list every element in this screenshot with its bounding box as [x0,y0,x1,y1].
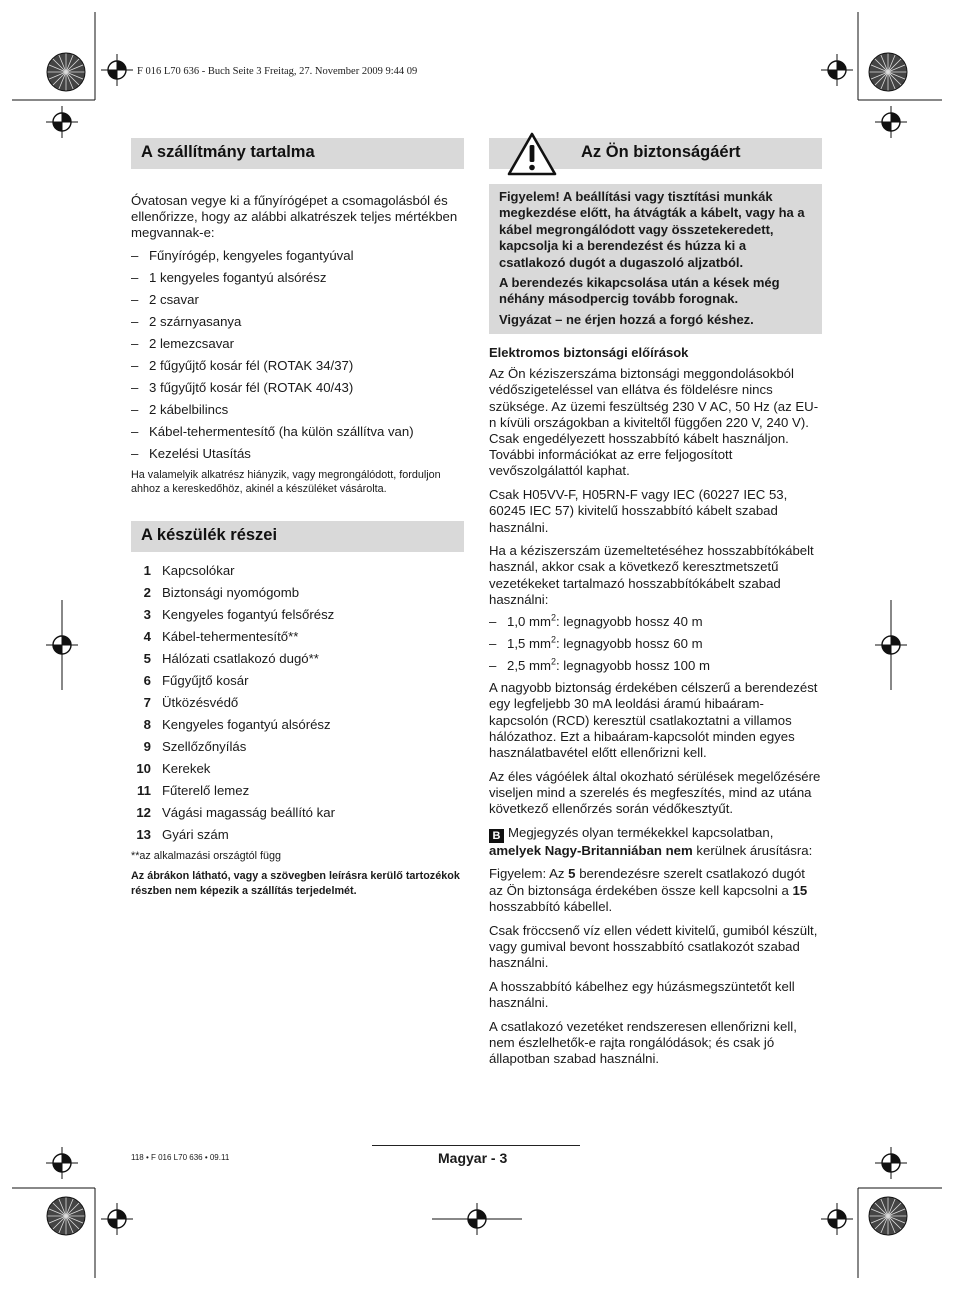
warning-triangle-icon [507,132,557,176]
registration-mark-icon [46,106,78,138]
gb-country-badge: B [489,829,504,843]
paragraph: A hosszabbító kábelhez egy húzásmegszüntetőt kell használni. [489,978,795,1010]
list-item: – 1,0 $mm^2$: legnagyobb hossz 40 m [489,614,822,630]
list-item: – 1,5 $mm^2$: legnagyobb hossz 60 m [489,636,822,652]
cable-list [489,614,822,674]
list-item: – 2,5 $mm^2$: legnagyobb hossz 100 m [489,658,822,674]
color-bar-icon [869,1197,907,1235]
warning-text: A berendezés kikapcsolása után a kések még néhány másodpercig tovább forognak. [499,275,780,307]
registration-mark-icon [875,1147,907,1179]
paragraph: Az éles vágóélek által okozható sérülések megelőzésére viseljen mind a szerelés és megfeszítés, mind az utána következő ellenőrzés során védőkesztyűt. [489,768,821,817]
right-column [489,138,822,1067]
footer-code: 118 • F 016 L70 636 • 09.11 [131,1153,230,1162]
warning-box [489,184,822,334]
list-item: 4 Kábel-tehermentesítő** [143,628,299,644]
list-item: – Kezelési Utasítás [131,446,464,462]
paragraph: Az Ön kéziszerszáma biztonsági meggondolásokból védőszigeteléssel van ellátva és földelésre nincs szüksége. Az üzemi feszültség 230 V AC, 50 Hz (az EU-n kívüli országokban a kiviteltől függően 220 V, 240 V). Csak engedélyezett hosszabbító kábelt használjon. További információkat az erre feljogosított vevőszolgálattól kaphat. [489,366,819,479]
section-title-safety: Az Ön biztonságáért [489,138,822,169]
gb-note: B Megjegyzés olyan termékekkel kapcsolatban, amelyek Nagy-Britanniában nem kerülnek árusításra: [489,824,813,858]
page-number: Magyar - 3 [438,1150,508,1166]
paragraph: Ha a kéziszerszám üzemeltetéséhez hosszabbítókábelt használ, akkor csak a következő keresztmetszetű vezetékeket tartalmazó hosszabbítókábelt szabad használni: [489,543,814,607]
paragraph: A csatlakozó vezetéket rendszeresen ellenőrizni kell, nem észlelhetők-e rajta rongálódások; és csak jó állapotban szabad használni. [489,1018,797,1066]
color-bar-icon [47,53,85,91]
paragraph: A nagyobb biztonság érdekében célszerű a berendezést egy legfeljebb 30 mA leoldási áramú hibaáram-kapcsolón (RCD) keresztül csatlakoztatni a villamos hálózathoz. Ezt a hibaáram-kapcsolót minden egyes használatbavétel előtt ellenőrizni kell. [489,680,818,760]
list-item: – Kábel-tehermentesítő (ha külön szállítva van) [131,424,464,440]
list-item: 12 Vágási magasság beállító kar [136,804,336,820]
color-bar-icon [869,53,907,91]
list-item: 9 Szellőzőnyílás [143,738,247,754]
electrical-safety-title: Elektromos biztonsági előírások [489,345,689,361]
list-item: 2 Biztonsági nyomógomb [143,584,300,600]
list-item: – 2 lemezcsavar [131,336,464,352]
list-item: 8 Kengyeles fogantyú alsórész [143,716,331,732]
list-item: 1 Kapcsolókar [143,562,235,578]
list-item: 7 Ütközésvédő [143,694,239,710]
parts-list [131,563,464,843]
list-item: 11 Fűterelő lemez [137,782,250,798]
registration-mark-icon [875,106,907,138]
color-bar-icon [47,1197,85,1235]
paragraph: Csak H05VV-F, H05RN-F vagy IEC (60227 IEC 53, 60245 IEC 57) kivitelű hosszabbító kábelt szabad használni. [489,487,788,535]
list-item: 5 Hálózati csatlakozó dugó** [143,650,319,666]
list-item: – 2 szárnyasanya [131,314,464,330]
list-item: 13 Gyári szám [136,826,229,842]
contents-note: Ha valamelyik alkatrész hiányzik, vagy megrongálódott, forduljon ahhoz a kereskedőhöz, akinél a készüléket vásárolta. [131,468,441,496]
left-column [131,138,464,898]
print-header: F 016 L70 636 - Buch Seite 3 Freitag, 27. November 2009 9:44 09 [137,66,418,77]
list-item: – 2 fűgyűjtő kosár fél (ROTAK 34/37) [131,358,464,374]
registration-mark-icon [821,1203,853,1235]
registration-mark-icon [101,1203,133,1235]
list-item: – 3 fűgyűjtő kosár fél (ROTAK 40/43) [131,380,464,396]
warning-text: Figyelem! A beállítási vagy tisztítási munkák megkezdése előtt, ha átvágták a kábelt, vagy ha a kábel megrongálódott vagy összetekeredett, kapcsolja ki a berendezést és húzza ki a csatlakozó dugót a dugaszoló aljzatból. [499,189,805,270]
list-item: 6 Fűgyűjtő kosár [143,672,249,688]
parts-disclaimer: Az ábrákon látható, vagy a szövegben leírásra kerülő tartozékok részben nem képezik a szállítás terjedelmét. [131,870,460,897]
parts-footnote: **az alkalmazási országtól függ [131,849,282,862]
list-item: – Fűnyírógép, kengyeles fogantyúval [131,248,464,264]
contents-intro: Óvatosan vegye ki a fűnyírógépet a csomagolásból és ellenőrizze, hogy az alábbi alkatrészek teljes mértékben megvannak-e: [131,193,458,241]
list-item: 10 Kerekek [136,760,211,776]
paragraph: Figyelem: Az 5 berendezésre szerelt csatlakozó dugót az Ön biztonsága érdekében össze kell kapcsolni a 15 hosszabbító kábellel. [489,866,808,914]
registration-mark-icon [46,1147,78,1179]
section-title-parts: A készülék részei [131,521,464,552]
paragraph: Csak fröccsenő víz ellen védett kivitelű, gumiból készült, vagy gumival bevont hosszabbító csatlakozót szabad használni. [489,922,818,970]
contents-list [131,248,464,462]
warning-text: Vigyázat – ne érjen hozzá a forgó késhez. [499,311,754,327]
list-item: – 2 kábelbilincs [131,402,464,418]
list-item: 3 Kengyeles fogantyú felsőrész [143,606,335,622]
section-title-contents: A szállítmány tartalma [131,138,464,169]
footer-divider [372,1145,580,1146]
registration-mark-icon [821,54,853,86]
list-item: – 1 kengyeles fogantyú alsórész [131,270,464,286]
list-item: – 2 csavar [131,292,464,308]
registration-mark-icon [101,54,133,86]
